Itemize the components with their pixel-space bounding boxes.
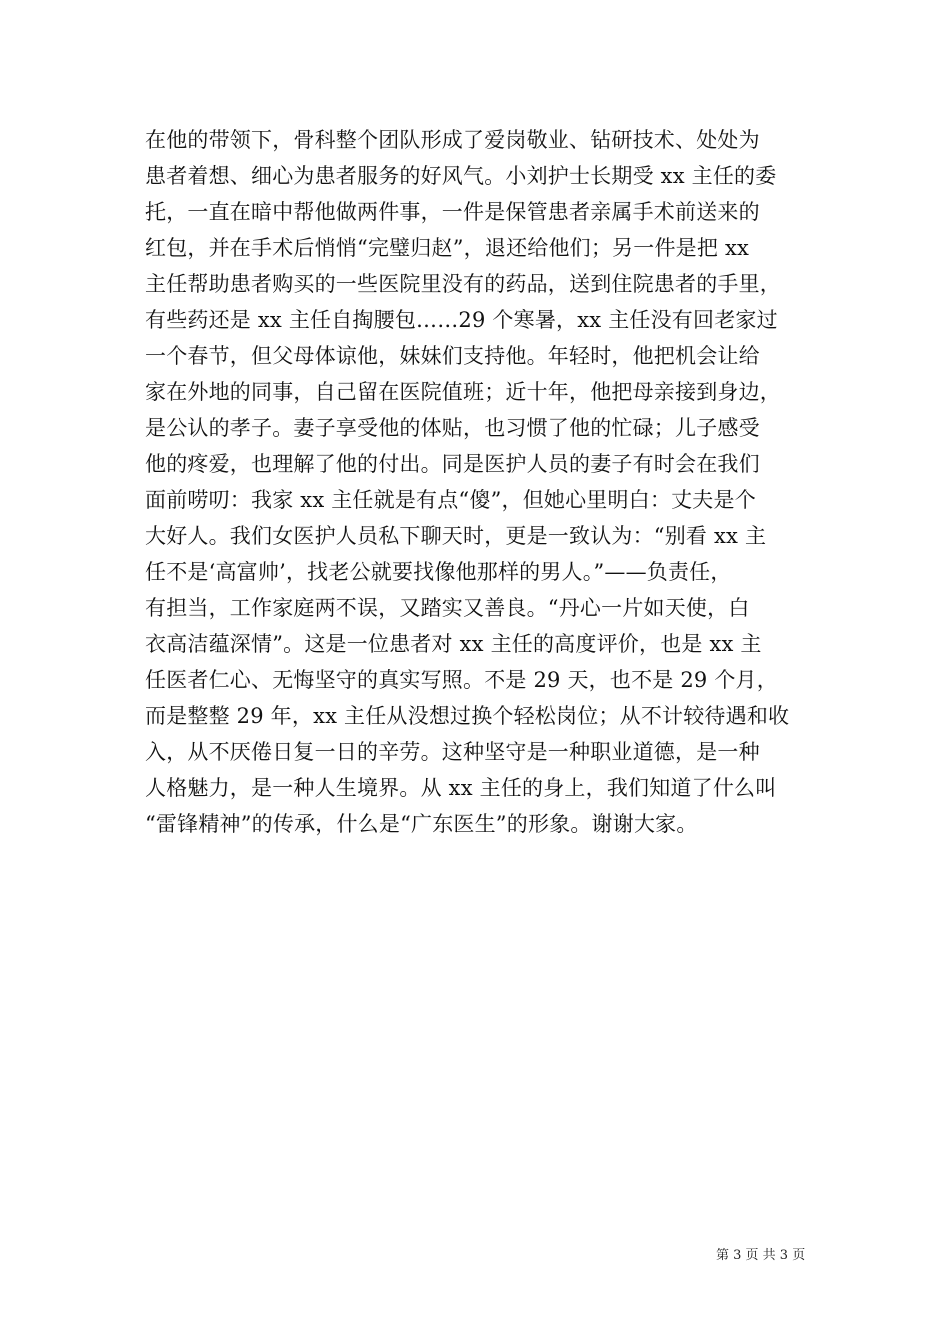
text-line: 任医者仁心、无悔坚守的真实写照。不是 29 天，也不是 29 个月，	[145, 668, 778, 692]
text-line: 任不是‘高富帅’，找老公就要找像他那样的男人。”——负责任，	[145, 560, 732, 584]
text-line: 而是整整 29 年，xx 主任从没想过换个轻松岗位；从不计较待遇和收	[145, 704, 790, 728]
text-line: 患者着想、细心为患者服务的好风气。小刘护士长期受 xx 主任的委	[145, 164, 777, 188]
text-line: 有些药还是 xx 主任自掏腰包……29 个寒暑，xx 主任没有回老家过	[145, 308, 778, 332]
text-line: 一个春节，但父母体谅他，妹妹们支持他。年轻时，他把机会让给	[145, 344, 760, 368]
text-line: 红包，并在手术后悄悄“完璧归赵”，退还给他们；另一件是把 xx	[145, 236, 750, 260]
text-line: 大好人。我们女医护人员私下聊天时，更是一致认为：“别看 xx 主	[145, 524, 767, 548]
text-line: 是公认的孝子。妻子享受他的体贴，也习惯了他的忙碌；儿子感受	[145, 416, 760, 440]
text-line: 人格魅力，是一种人生境界。从 xx 主任的身上，我们知道了什么叫	[145, 776, 777, 800]
text-line: 入，从不厌倦日复一日的辛劳。这种坚守是一种职业道德，是一种	[145, 740, 760, 764]
text-line: 家在外地的同事，自己留在医院值班；近十年，他把母亲接到身边，	[145, 380, 781, 404]
text-line: 在他的带领下，骨科整个团队形成了爱岗敬业、钻研技术、处处为	[145, 128, 760, 152]
text-line: 面前唠叨：我家 xx 主任就是有点“傻”，但她心里明白：丈夫是个	[145, 488, 756, 512]
page-number-footer: 第 3 页 共 3 页	[716, 1248, 806, 1263]
text-line: 主任帮助患者购买的一些医院里没有的药品，送到住院患者的手里，	[145, 272, 781, 296]
text-line: “雷锋精神”的传承，什么是“广东医生”的形象。谢谢大家。	[145, 812, 698, 836]
text-line: 托，一直在暗中帮他做两件事，一件是保管患者亲属手术前送来的	[145, 200, 760, 224]
body-text	[145, 122, 810, 842]
text-line: 衣高洁蕴深情”。这是一位患者对 xx 主任的高度评价，也是 xx 主	[145, 632, 762, 656]
text-line: 有担当，工作家庭两不误，又踏实又善良。“丹心一片如天使，白	[145, 596, 750, 620]
text-line: 他的疼爱，也理解了他的付出。同是医护人员的妻子有时会在我们	[145, 452, 760, 476]
